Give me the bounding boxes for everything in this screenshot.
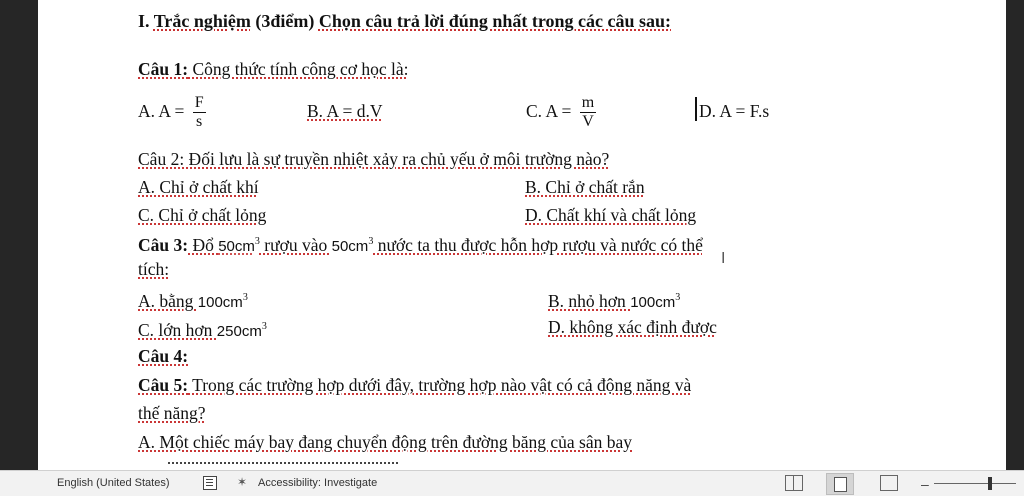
- zoom-slider-thumb[interactable]: [988, 477, 992, 490]
- zoom-slider[interactable]: [934, 483, 1016, 484]
- question-1: Câu 1: Công thức tính công cơ học là:: [138, 59, 409, 79]
- q1-option-b: B. A = d.V: [307, 101, 383, 121]
- q3-option-a: A. bằng $100cm^3$: [138, 290, 248, 311]
- question-5: Câu 5: Trong các trường hợp dưới đây, trường hợp nào vật có cả động năng và: [138, 375, 692, 395]
- q2-option-d: D. Chất khí và chất lỏng: [525, 205, 697, 225]
- print-layout-button[interactable]: [826, 473, 854, 495]
- web-layout-icon[interactable]: [880, 475, 898, 491]
- left-frame: [0, 0, 38, 470]
- q3-option-d: D. không xác định được: [548, 317, 717, 337]
- spelling-book-icon[interactable]: [203, 476, 217, 490]
- fraction-f-over-s: $\frac{F}{s}$: [194, 94, 204, 131]
- q1-option-a: A. A = $\frac{F}{s}$: [138, 94, 204, 131]
- q2-option-b: B. Chỉ ở chất rắn: [525, 177, 645, 197]
- q2-option-c: C. Chỉ ở chất lỏng: [138, 205, 267, 225]
- cut-off-text-line: [168, 462, 398, 467]
- text-cursor: [695, 97, 697, 121]
- accessibility-icon[interactable]: ✶: [237, 475, 248, 489]
- section-title: I. Trắc nghiệm (3điểm) Chọn câu trả lời đúng nhất trong các câu sau:: [138, 11, 672, 31]
- question-5-cont: thế năng?: [138, 403, 206, 423]
- document-page[interactable]: [38, 0, 1006, 470]
- q2-option-a: A. Chỉ ở chất khí: [138, 177, 259, 197]
- question-3-cont: tích:: [138, 259, 170, 279]
- question-2: Câu 2: Đối lưu là sự truyền nhiệt xảy ra chủ yếu ở môi trường nào?: [138, 149, 610, 169]
- q5-option-a: A. Một chiếc máy bay đang chuyển động trên đường băng của sân bay: [138, 432, 633, 452]
- question-4: Câu 4:: [138, 346, 189, 366]
- q1-option-d: D. A = F.s: [699, 101, 770, 121]
- zoom-out-button[interactable]: –: [921, 476, 929, 492]
- read-mode-icon[interactable]: [785, 475, 803, 491]
- page-icon: [834, 477, 847, 492]
- language-status[interactable]: English (United States): [57, 477, 170, 489]
- question-3: Câu 3: Đổ $50cm^3$ rượu vào $50cm^3$ nước ta thu được hỗn hợp rượu và nước có thể: [138, 234, 703, 255]
- status-bar: [0, 470, 1024, 496]
- q3-option-b: B. nhỏ hơn $100cm^3$: [548, 290, 681, 311]
- right-frame: [1006, 0, 1024, 470]
- ibeam-cursor-icon: I: [721, 250, 726, 267]
- q3-option-c: C. lớn hơn $250cm^3$: [138, 319, 267, 340]
- fraction-m-over-v: $\frac{m}{V}$: [581, 94, 595, 131]
- accessibility-status[interactable]: Accessibility: Investigate: [258, 477, 378, 489]
- q1-option-c: C. A = $\frac{m}{V}$: [526, 94, 595, 131]
